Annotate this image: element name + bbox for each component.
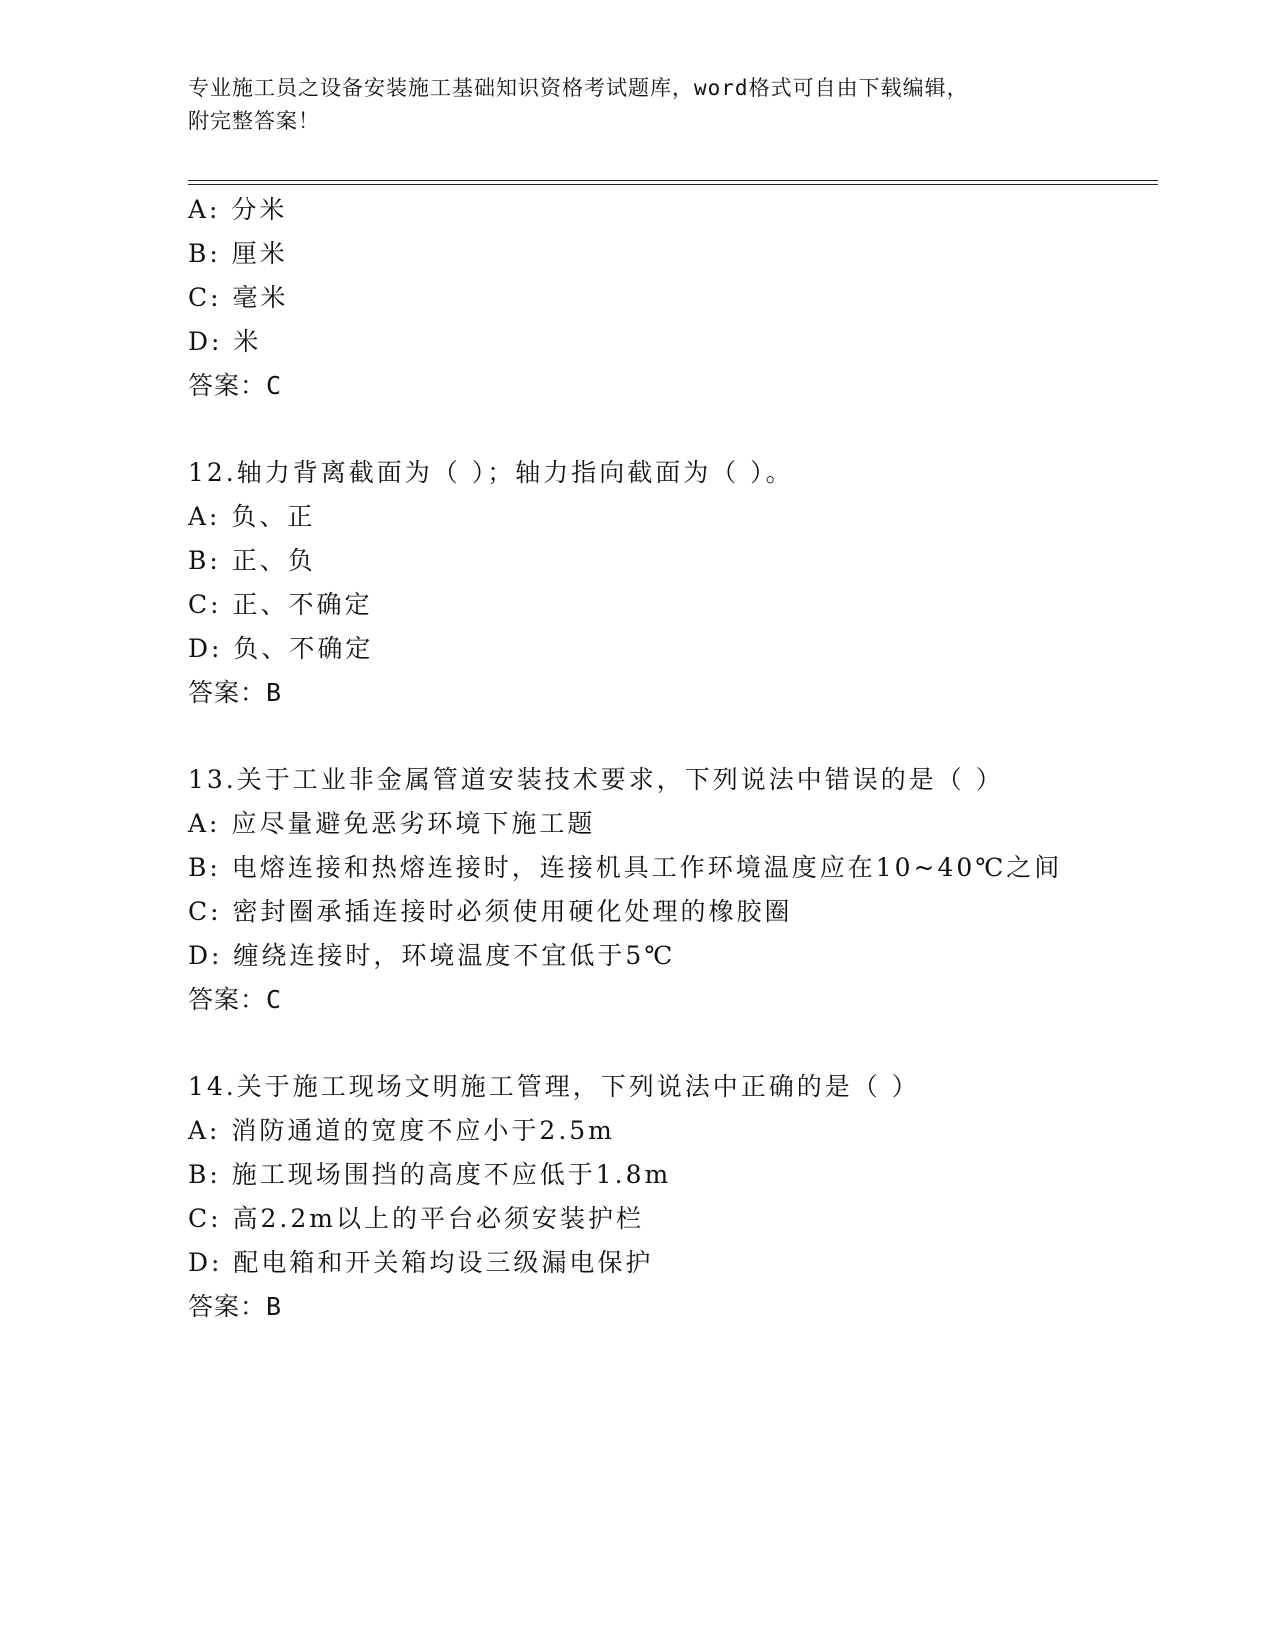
q13-question: 13.关于工业非金属管道安装技术要求，下列说法中错误的是（ ） <box>188 765 1004 794</box>
q11-option-b: B: 厘米 <box>188 239 288 268</box>
q14-answer: 答案：B <box>188 1292 283 1321</box>
q12-question: 12.轴力背离截面为（ ）；轴力指向截面为（ ）。 <box>188 458 794 487</box>
q13-answer: 答案：C <box>188 985 283 1014</box>
q12-option-c: C: 正、不确定 <box>188 590 373 619</box>
document-header: 专业施工员之设备安装施工基础知识资格考试题库，word格式可自由下载编辑， 附完整答案！ <box>188 76 969 133</box>
q12-option-a: A: 负、正 <box>188 502 316 531</box>
q11-option-a: A: 分米 <box>188 195 288 224</box>
q13-option-b: B: 电熔连接和热熔连接时，连接机具工作环境温度应在10~40℃之间 <box>188 853 1063 882</box>
header-divider <box>188 180 1158 181</box>
q14-option-d: D: 配电箱和开关箱均设三级漏电保护 <box>188 1248 654 1277</box>
q12-option-d: D: 负、不确定 <box>188 634 374 663</box>
q11-answer: 答案：C <box>188 371 283 400</box>
q14-question: 14.关于施工现场文明施工管理，下列说法中正确的是（ ） <box>188 1072 920 1101</box>
q13-option-a: A: 应尽量避免恶劣环境下施工题 <box>188 809 596 838</box>
q14-option-c: C: 高2.2m以上的平台必须安装护栏 <box>188 1204 644 1233</box>
q13-option-c: C: 密封圈承插连接时必须使用硬化处理的橡胶圈 <box>188 897 793 926</box>
q12-option-b: B: 正、负 <box>188 546 316 575</box>
q11-option-c: C: 毫米 <box>188 283 289 312</box>
q12-answer: 答案：B <box>188 678 283 707</box>
q14-option-a: A: 消防通道的宽度不应小于2.5m <box>188 1116 615 1145</box>
q14-option-b: B: 施工现场围挡的高度不应低于1.8m <box>188 1160 672 1189</box>
q13-option-d: D: 缠绕连接时，环境温度不宜低于5℃ <box>188 941 676 970</box>
q11-option-d: D: 米 <box>188 327 262 356</box>
header-divider-secondary <box>188 184 1158 185</box>
